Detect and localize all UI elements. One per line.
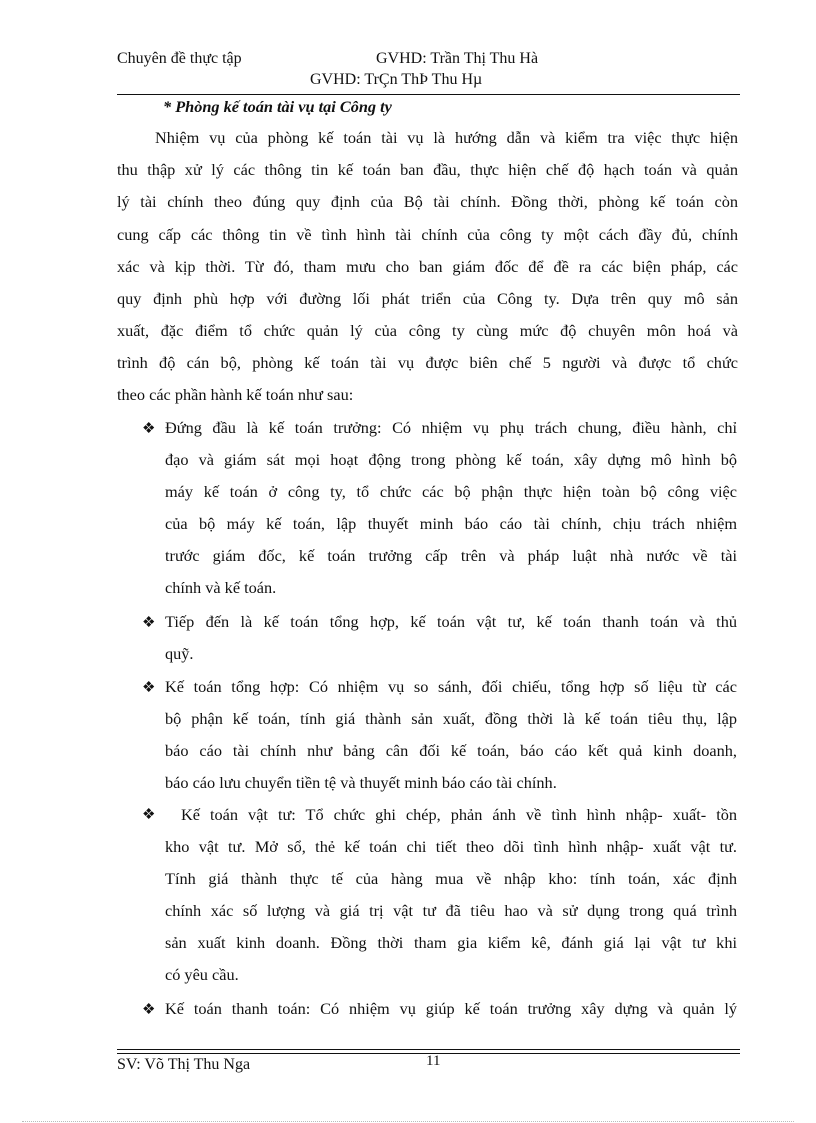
intro-line-2: lý tài chính theo đúng quy định của Bộ tài chính. Đồng thời, phòng kế toán còn <box>117 192 738 211</box>
bullet-3-line-2: báo cáo tài chính như bảng cân đối kế toán, báo cáo kết quả kinh doanh, <box>165 741 737 760</box>
bullet-diamond-icon: ❖ <box>142 615 156 631</box>
bullet-4-line-5: có yêu cầu. <box>165 965 239 984</box>
bullet-4-line-3: chính xác số lượng và giá trị vật tư đã tiêu hao và sử dụng trong quá trình <box>165 901 737 920</box>
bullet-1-line-1: đạo và giám sát mọi hoạt động trong phòng kế toán, xây dựng mô hình bộ <box>165 450 737 469</box>
intro-line-4: xác và kịp thời. Từ đó, tham mưu cho ban giám đốc để đề ra các biện pháp, các <box>117 257 738 276</box>
bullet-4-line-1: kho vật tư. Mở sổ, thẻ kế toán chi tiết theo dõi tình hình nhập- xuất vật tư. <box>165 837 737 856</box>
intro-line-7: trình độ cán bộ, phòng kế toán tài vụ được biên chế 5 người và được tổ chức <box>117 353 738 372</box>
intro-line-1: thu thập xử lý các thông tin kế toán ban đầu, thực hiện chế độ hạch toán và quản <box>117 160 738 179</box>
footer-student: SV: Võ Thị Thu Nga <box>117 1056 251 1073</box>
bullet-1-line-2: máy kế toán ở công ty, tổ chức các bộ phận thực hiện toàn bộ công việc <box>165 482 737 501</box>
bullet-1-line-5: chính và kế toán. <box>165 578 277 597</box>
bullet-diamond-icon: ❖ <box>142 1002 156 1018</box>
page-number: 11 <box>426 1053 441 1069</box>
bullet-4-line-4: sản xuất kinh doanh. Đồng thời tham gia kiểm kê, đánh giá lại vật tư khi <box>165 933 737 952</box>
intro-line-6: xuất, đặc điểm tổ chức quản lý của công ty cùng mức độ chuyên môn hoá và <box>117 321 738 340</box>
header-right: GVHD: Trần Thị Thu Hà <box>376 50 539 67</box>
bullet-4-line-2: Tính giá thành thực tế của hàng mua về nhập kho: tính toán, xác định <box>165 869 737 888</box>
bullet-diamond-icon: ❖ <box>142 807 156 823</box>
header-rule <box>117 94 740 95</box>
intro-line-3: cung cấp các thông tin về tình hình tài chính của công ty một cách đầy đủ, chính <box>117 225 738 244</box>
bullet-4-line-0: Kế toán vật tư: Tổ chức ghi chép, phản ánh về tình hình nhập- xuất- tồn <box>181 805 737 824</box>
bullet-2-line-1: quỹ. <box>165 644 194 663</box>
intro-line-5: quy định phù hợp với đường lối phát triển của Công ty. Dựa trên quy mô sản <box>117 289 738 308</box>
bullet-3-line-3: báo cáo lưu chuyển tiền tệ và thuyết minh báo cáo tài chính. <box>165 773 557 792</box>
page-edge-dotted-line <box>22 1121 794 1122</box>
bullet-diamond-icon: ❖ <box>142 421 156 437</box>
header-left: Chuyên đề thực tập <box>117 50 242 67</box>
bullet-1-line-3: của bộ máy kế toán, lập thuyết minh báo cáo tài chính, chịu trách nhiệm <box>165 514 737 533</box>
header-line2: GVHD: TrÇn ThÞ Thu Hµ <box>310 71 483 88</box>
bullet-1-line-4: trước giám đốc, kế toán trưởng cấp trên và pháp luật nhà nước về tài <box>165 546 737 565</box>
intro-line-0: Nhiệm vụ của phòng kế toán tài vụ là hướng dẫn và kiểm tra việc thực hiện <box>155 128 738 147</box>
intro-line-8: theo các phần hành kế toán như sau: <box>117 385 354 404</box>
bullet-diamond-icon: ❖ <box>142 680 156 696</box>
footer-rule-top <box>117 1049 740 1050</box>
bullet-1-line-0: Đứng đầu là kế toán trưởng: Có nhiệm vụ phụ trách chung, điều hành, chỉ <box>165 418 737 437</box>
bullet-5-line-0: Kế toán thanh toán: Có nhiệm vụ giúp kế toán trưởng xây dựng và quản lý <box>165 999 737 1018</box>
bullet-2-line-0: Tiếp đến là kế toán tổng hợp, kế toán vật tư, kế toán thanh toán và thủ <box>165 612 737 631</box>
bullet-3-line-0: Kế toán tổng hợp: Có nhiệm vụ so sánh, đối chiếu, tổng hợp số liệu từ các <box>165 677 737 696</box>
section-title: * Phòng kế toán tài vụ tại Công ty <box>163 97 392 116</box>
bullet-3-line-1: bộ phận kế toán, tính giá thành sản xuất, đồng thời là kế toán tiêu thụ, lập <box>165 709 737 728</box>
